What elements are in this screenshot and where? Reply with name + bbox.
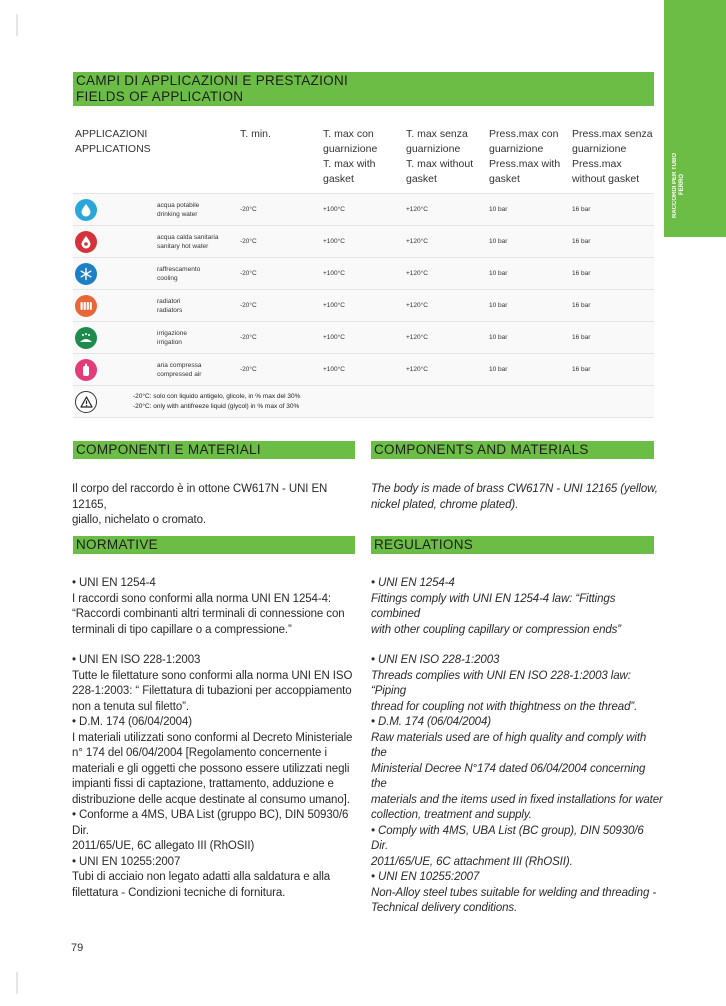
fields-table-header <box>73 122 654 194</box>
row-label-en: compressed air <box>157 370 202 378</box>
irrigation-icon <box>75 327 97 349</box>
crop-mark <box>16 14 18 36</box>
row-label-it: aria compressa <box>157 361 202 369</box>
row-label-it: radiatori <box>157 297 181 305</box>
components-text-en: The body is made of brass CW617N - UNI 12165 (yellow, nickel plated, chrome plated). <box>371 483 658 511</box>
cell-tmax-gasket: +100°C <box>323 194 406 226</box>
table-row <box>73 226 654 258</box>
fields-table <box>73 122 654 418</box>
cell-press-no-gasket: 16 bar <box>572 354 654 386</box>
header-press-no-gasket: Press.max senza guarnizione Press.max without gasket <box>572 128 653 185</box>
note-line-en: -20°C: only with antifreeze liquid (glycol) in % max of 30% <box>133 402 300 410</box>
cell-press-gasket: 10 bar <box>489 322 572 354</box>
regulations-text-en: • UNI EN 1254-4 Fittings comply with UNI EN 1254-4 law: “Fittings combined with other coupling capillary or compression ends” • UNI EN ISO 228-1:2003 Threads complies with UNI EN ISO 228-1:2003 law: “Piping thread for coupling not with thightness on the thread”. • D.M. 174 (06/04/2004) Raw materials used are of high quality and comply with the Ministerial Decree N°174 dated 06/04/2004 concerning the materials and the items used in fixed installations for water collection, treatment and supply. • Comply with 4MS, UBA List (BC group), DIN 50930/6 Dir. 2011/65/UE, 6C attachment III (RhOSII). • UNI EN 10255:2007 Non-Alloy steel tubes suitable for welding and threading - Technical delivery conditions. <box>371 577 663 914</box>
row-label-it: acqua potabile <box>157 201 200 209</box>
cell-tmin: -20°C <box>240 290 323 322</box>
crop-mark <box>16 972 18 994</box>
fields-title-it: CAMPI DI APPLICAZIONI E PRESTAZIONI <box>76 73 349 88</box>
cell-tmin: -20°C <box>240 194 323 226</box>
table-row <box>73 322 654 354</box>
cell-press-no-gasket: 16 bar <box>572 322 654 354</box>
cell-tmax-gasket: +100°C <box>323 258 406 290</box>
cell-press-gasket: 10 bar <box>489 194 572 226</box>
components-text-it: Il corpo del raccordo è in ottone CW617N - UNI EN 12165, giallo, nichelato o cromato. <box>72 483 328 526</box>
warning-icon <box>75 391 97 413</box>
cell-tmin: -20°C <box>240 322 323 354</box>
cell-tmax-gasket: +100°C <box>323 322 406 354</box>
table-row <box>73 258 654 290</box>
regulations-header-it: NORMATIVE <box>73 536 355 554</box>
cell-tmin: -20°C <box>240 226 323 258</box>
drop-icon <box>75 199 97 221</box>
cell-tmax-no-gasket: +120°C <box>406 226 489 258</box>
row-label-it: acqua calda sanitaria <box>157 233 219 241</box>
cell-press-gasket: 10 bar <box>489 290 572 322</box>
cell-tmax-gasket: +100°C <box>323 226 406 258</box>
cell-press-no-gasket: 16 bar <box>572 290 654 322</box>
hot-drop-icon <box>75 231 97 253</box>
cell-press-no-gasket: 16 bar <box>572 258 654 290</box>
regulations-header-en: REGULATIONS <box>371 536 654 554</box>
cell-tmax-gasket: +100°C <box>323 290 406 322</box>
cell-tmax-no-gasket: +120°C <box>406 290 489 322</box>
cell-press-gasket: 10 bar <box>489 258 572 290</box>
row-label-en: irrigation <box>157 338 182 346</box>
snowflake-icon <box>75 263 97 285</box>
row-label-it: irrigazione <box>157 329 187 337</box>
note-line-it: -20°C: solo con liquido antigelo, glicole, in % max del 30% <box>133 392 301 400</box>
header-tmin: T. min. <box>240 128 271 140</box>
radiator-icon <box>75 295 97 317</box>
cell-tmin: -20°C <box>240 258 323 290</box>
cell-tmax-gasket: +100°C <box>323 354 406 386</box>
cell-tmin: -20°C <box>240 354 323 386</box>
header-press-gasket: Press.max con guarnizione Press.max with gasket <box>489 128 561 185</box>
fields-section-header <box>73 72 654 106</box>
cell-tmax-no-gasket: +120°C <box>406 354 489 386</box>
page-number: 79 <box>71 942 84 954</box>
side-tab-label: RACCORDI PER TUBO FERRO <box>672 152 685 218</box>
table-note-row <box>73 386 654 418</box>
row-label-en: cooling <box>157 274 178 282</box>
row-label-en: sanitary hot water <box>157 242 209 250</box>
cell-press-no-gasket: 16 bar <box>572 194 654 226</box>
header-tmax-gasket: T. max con guarnizione T. max with gasket <box>323 128 378 185</box>
header-applications: APPLICAZIONI APPLICATIONS <box>75 128 151 155</box>
cell-tmax-no-gasket: +120°C <box>406 194 489 226</box>
table-row <box>73 194 654 226</box>
cell-tmax-no-gasket: +120°C <box>406 258 489 290</box>
components-header-it: COMPONENTI E MATERIALI <box>73 441 355 459</box>
components-header-en: COMPONENTS AND MATERIALS <box>371 441 654 459</box>
cell-press-gasket: 10 bar <box>489 354 572 386</box>
row-label-it: raffrescamento <box>157 265 201 273</box>
cell-press-gasket: 10 bar <box>489 226 572 258</box>
regulations-text-it: • UNI EN 1254-4 I raccordi sono conformi alla norma UNI EN 1254-4: “Raccordi combinanti altri terminali di connessione con terminali di tipo capillare o a compressione.” • UNI EN ISO 228-1:2003 Tutte le filettature sono conformi alla norma UNI EN ISO 228-1:2003: “ Filettatura di tubazioni per accoppiamento non a tenuta sul filetto”. • D.M. 174 (06/04/2004) I materiali utilizzati sono conformi al Decreto Ministeriale n° 174 del 06/04/2004 [Regolamento concernente i materiali e gli oggetti che possono essere utilizzati negli impianti fissi di captazione, trattamento, adduzione e distribuzione delle acque destinate al consumo umano]. • Conforme a 4MS, UBA List (gruppo BC), DIN 50930/6 Dir. 2011/65/UE, 6C allegato III (RhOSII) • UNI EN 10255:2007 Tubi di acciaio non legato adatti alla saldatura e alla filettatura - Condizioni tecniche di fornitura. <box>72 577 353 899</box>
table-row <box>73 354 654 386</box>
row-label-en: radiators <box>157 306 183 314</box>
row-label-en: drinking water <box>157 210 198 218</box>
header-tmax-no-gasket: T. max senza guarnizione T. max without gasket <box>406 128 474 185</box>
cell-tmax-no-gasket: +120°C <box>406 322 489 354</box>
compressed-air-icon <box>75 359 97 381</box>
fields-title-en: FIELDS OF APPLICATION <box>76 89 244 104</box>
cell-press-no-gasket: 16 bar <box>572 226 654 258</box>
table-row <box>73 290 654 322</box>
